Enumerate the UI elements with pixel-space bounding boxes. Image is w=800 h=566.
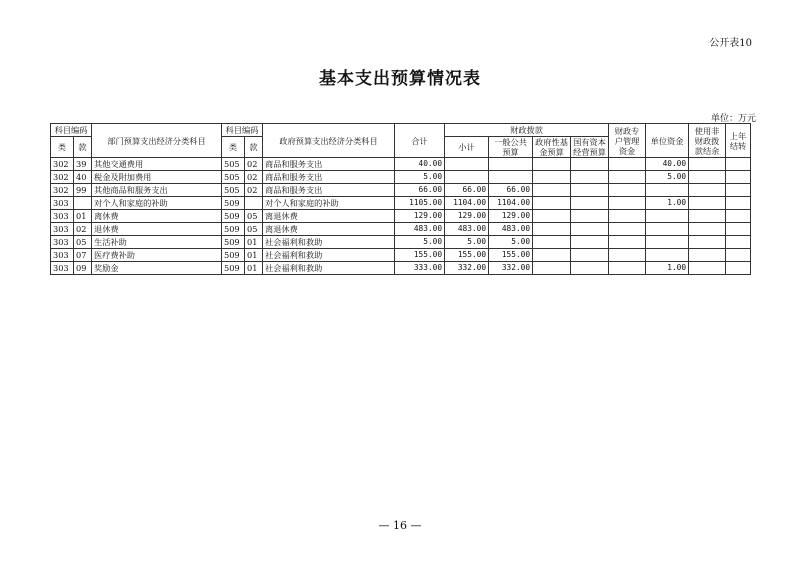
row-subtotal: 332.00 [445, 262, 489, 275]
row-subtotal: 66.00 [445, 184, 489, 197]
header-subtotal: 小计 [445, 137, 489, 158]
table-row [51, 223, 751, 236]
row-kuan: 05 [74, 236, 92, 249]
header-dept-name: 部门预算支出经济分类科目 [92, 124, 222, 158]
row-subtotal: 155.00 [445, 249, 489, 262]
table-header [51, 124, 751, 158]
row-carryover [726, 210, 751, 223]
row-gov-name: 对个人和家庭的补助 [263, 197, 395, 210]
row-gov-fund [533, 262, 571, 275]
row-subtotal [445, 171, 489, 184]
row-lei: 303 [51, 249, 74, 262]
header-lei: 类 [51, 137, 74, 158]
row-carryover [726, 171, 751, 184]
header-general-budget: 一般公共预算 [489, 137, 533, 158]
row-kuan: 01 [74, 210, 92, 223]
row-general: 1104.00 [489, 197, 533, 210]
row-state-capital [571, 223, 609, 236]
row-total: 5.00 [395, 171, 445, 184]
header-gov-fund: 政府性基金预算 [533, 137, 571, 158]
row-state-capital [571, 236, 609, 249]
row-general: 129.00 [489, 210, 533, 223]
row-total: 483.00 [395, 223, 445, 236]
header-gov-code: 科目编码 [222, 124, 263, 137]
row-state-capital [571, 249, 609, 262]
row-unit-fund [646, 223, 689, 236]
row-unit-fund: 1.00 [646, 262, 689, 275]
row-carryover [726, 249, 751, 262]
row-gov-lei: 509 [222, 249, 245, 262]
row-gov-kuan: 02 [245, 184, 263, 197]
row-total: 333.00 [395, 262, 445, 275]
row-gov-name: 商品和服务支出 [263, 171, 395, 184]
row-lei: 302 [51, 184, 74, 197]
row-total: 1105.00 [395, 197, 445, 210]
row-non-fiscal [689, 171, 726, 184]
table-row [51, 249, 751, 262]
header-special-fund: 财政专户管理资金 [609, 124, 646, 158]
row-special-fund [609, 262, 646, 275]
row-kuan: 40 [74, 171, 92, 184]
row-total: 129.00 [395, 210, 445, 223]
row-non-fiscal [689, 262, 726, 275]
row-lei: 303 [51, 197, 74, 210]
row-gov-name: 离退休费 [263, 223, 395, 236]
row-gov-fund [533, 184, 571, 197]
row-carryover [726, 184, 751, 197]
row-gov-lei: 505 [222, 171, 245, 184]
row-lei: 303 [51, 210, 74, 223]
row-special-fund [609, 158, 646, 171]
row-general: 483.00 [489, 223, 533, 236]
row-gov-kuan: 02 [245, 158, 263, 171]
row-gov-kuan [245, 197, 263, 210]
row-non-fiscal [689, 236, 726, 249]
row-dept-name: 离休费 [92, 210, 222, 223]
row-total: 66.00 [395, 184, 445, 197]
row-dept-name: 对个人和家庭的补助 [92, 197, 222, 210]
header-dept-code: 科目编码 [51, 124, 92, 137]
row-unit-fund: 40.00 [646, 158, 689, 171]
row-dept-name: 其他商品和服务支出 [92, 184, 222, 197]
row-gov-kuan: 05 [245, 210, 263, 223]
row-general: 332.00 [489, 262, 533, 275]
row-total: 40.00 [395, 158, 445, 171]
unit-label: 单位：万元 [710, 114, 756, 124]
row-gov-kuan: 01 [245, 262, 263, 275]
row-special-fund [609, 184, 646, 197]
row-gov-name: 社会福利和救助 [263, 249, 395, 262]
row-gov-lei: 505 [222, 158, 245, 171]
row-lei: 303 [51, 262, 74, 275]
header-kuan: 款 [74, 137, 92, 158]
row-kuan: 09 [74, 262, 92, 275]
row-dept-name: 医疗费补助 [92, 249, 222, 262]
row-special-fund [609, 197, 646, 210]
row-gov-lei: 509 [222, 236, 245, 249]
row-total: 155.00 [395, 249, 445, 262]
row-general [489, 171, 533, 184]
row-state-capital [571, 262, 609, 275]
row-state-capital [571, 171, 609, 184]
row-lei: 303 [51, 236, 74, 249]
row-gov-name: 社会福利和救助 [263, 262, 395, 275]
row-subtotal [445, 158, 489, 171]
table-row [51, 262, 751, 275]
row-gov-kuan: 02 [245, 171, 263, 184]
row-gov-name: 离退休费 [263, 210, 395, 223]
row-total: 5.00 [395, 236, 445, 249]
row-gov-name: 商品和服务支出 [263, 158, 395, 171]
row-lei: 302 [51, 158, 74, 171]
row-gov-fund [533, 158, 571, 171]
row-general: 5.00 [489, 236, 533, 249]
row-carryover [726, 236, 751, 249]
row-carryover [726, 262, 751, 275]
row-state-capital [571, 184, 609, 197]
row-special-fund [609, 236, 646, 249]
row-non-fiscal [689, 223, 726, 236]
budget-table [50, 123, 751, 275]
header-unit-fund: 单位资金 [646, 124, 689, 158]
row-gov-fund [533, 210, 571, 223]
row-non-fiscal [689, 210, 726, 223]
row-gov-lei: 509 [222, 210, 245, 223]
row-gov-fund [533, 223, 571, 236]
row-unit-fund: 5.00 [646, 171, 689, 184]
row-kuan [74, 197, 92, 210]
row-state-capital [571, 210, 609, 223]
row-lei: 302 [51, 171, 74, 184]
table-row [51, 197, 751, 210]
row-subtotal: 483.00 [445, 223, 489, 236]
row-subtotal: 5.00 [445, 236, 489, 249]
row-unit-fund [646, 249, 689, 262]
row-unit-fund: 1.00 [646, 197, 689, 210]
row-kuan: 02 [74, 223, 92, 236]
row-gov-fund [533, 249, 571, 262]
page-number: — 16 — [378, 519, 422, 532]
row-gov-lei: 509 [222, 223, 245, 236]
header-total: 合计 [395, 124, 445, 158]
row-gov-kuan: 05 [245, 223, 263, 236]
row-unit-fund [646, 236, 689, 249]
row-gov-fund [533, 236, 571, 249]
row-state-capital [571, 158, 609, 171]
header-gov-name: 政府预算支出经济分类科目 [263, 124, 395, 158]
row-gov-kuan: 01 [245, 236, 263, 249]
row-unit-fund [646, 210, 689, 223]
table-row [51, 210, 751, 223]
row-dept-name: 税金及附加费用 [92, 171, 222, 184]
row-gov-fund [533, 197, 571, 210]
row-special-fund [609, 171, 646, 184]
row-special-fund [609, 223, 646, 236]
row-gov-name: 社会福利和救助 [263, 236, 395, 249]
row-non-fiscal [689, 158, 726, 171]
table-body [51, 158, 751, 275]
row-general: 66.00 [489, 184, 533, 197]
page-title: 基本支出预算情况表 [319, 69, 481, 89]
row-dept-name: 其他交通费用 [92, 158, 222, 171]
header-gov-kuan: 款 [245, 137, 263, 158]
document-tag: 公开表10 [709, 38, 752, 49]
row-non-fiscal [689, 197, 726, 210]
row-special-fund [609, 249, 646, 262]
table-row [51, 184, 751, 197]
row-subtotal: 1104.00 [445, 197, 489, 210]
row-non-fiscal [689, 249, 726, 262]
header-non-fiscal: 使用非财政拨款结余 [689, 124, 726, 158]
row-gov-lei: 509 [222, 197, 245, 210]
row-non-fiscal [689, 184, 726, 197]
row-kuan: 07 [74, 249, 92, 262]
header-state-capital: 国有资本经营预算 [571, 137, 609, 158]
row-lei: 303 [51, 223, 74, 236]
row-special-fund [609, 210, 646, 223]
row-kuan: 99 [74, 184, 92, 197]
row-gov-lei: 505 [222, 184, 245, 197]
row-dept-name: 生活补助 [92, 236, 222, 249]
row-gov-name: 商品和服务支出 [263, 184, 395, 197]
row-subtotal: 129.00 [445, 210, 489, 223]
table-row [51, 236, 751, 249]
row-carryover [726, 223, 751, 236]
row-general: 155.00 [489, 249, 533, 262]
row-gov-kuan: 01 [245, 249, 263, 262]
row-general [489, 158, 533, 171]
table-row [51, 158, 751, 171]
row-unit-fund [646, 184, 689, 197]
header-carryover: 上年结转 [726, 124, 751, 158]
row-kuan: 39 [74, 158, 92, 171]
row-dept-name: 奖励金 [92, 262, 222, 275]
row-gov-fund [533, 171, 571, 184]
row-gov-lei: 509 [222, 262, 245, 275]
row-carryover [726, 158, 751, 171]
row-state-capital [571, 197, 609, 210]
row-carryover [726, 197, 751, 210]
header-fiscal: 财政拨款 [445, 124, 609, 137]
header-gov-lei: 类 [222, 137, 245, 158]
row-dept-name: 退休费 [92, 223, 222, 236]
table-row [51, 171, 751, 184]
